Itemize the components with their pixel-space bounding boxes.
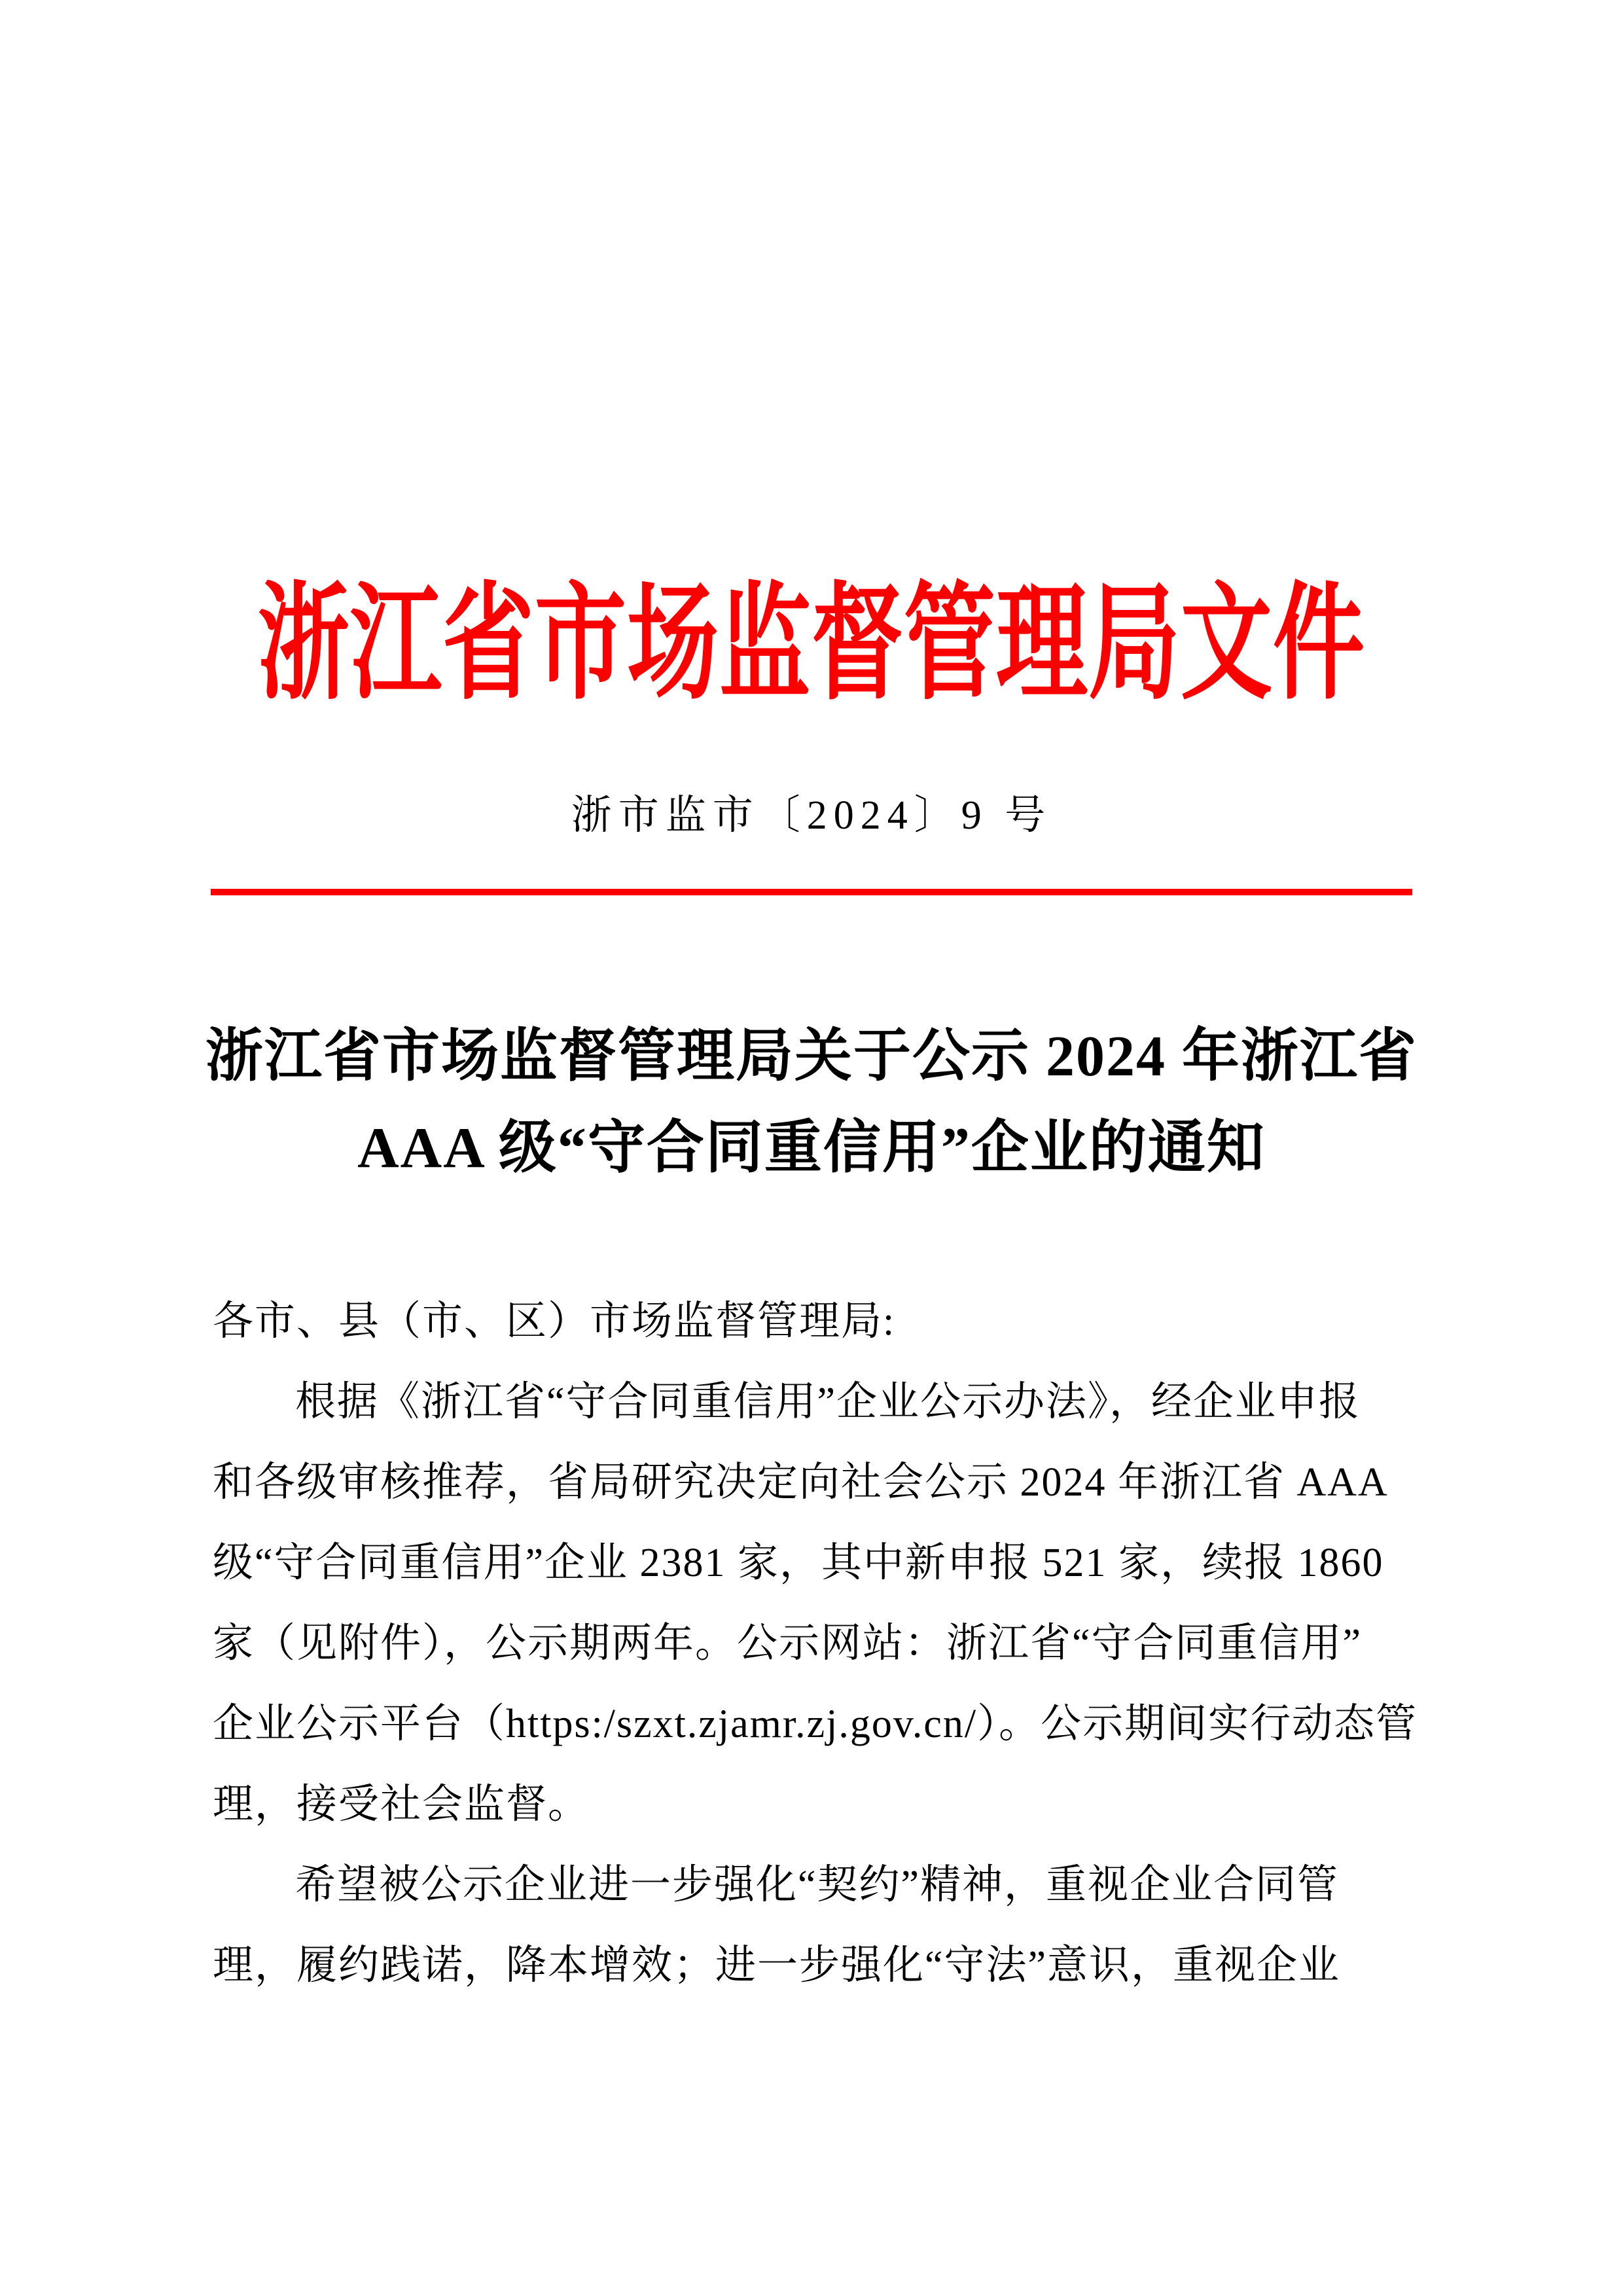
- body-line: 根据《浙江省“守合同重信用”企业公示办法》，经企业申报: [295, 1380, 1361, 1424]
- document-number: 浙市监市〔2024〕9 号: [571, 793, 1052, 838]
- notice-title-line1: 浙江省市场监督管理局关于公示 2024 年浙江省: [205, 1025, 1418, 1088]
- body-line: 理，履约践诺，降本增效；进一步强化“守法”意识，重视企业: [213, 1943, 1341, 1988]
- body-line: 家（见附件），公示期两年。公示网站：浙江省“守合同重信用”: [213, 1621, 1363, 1666]
- body-line: 希望被公示企业进一步强化“契约”精神，重视企业合同管: [295, 1863, 1340, 1907]
- notice-body: [213, 1282, 1418, 2006]
- agency-letterhead-title: 浙江省市场监督管理局文件: [257, 575, 1365, 715]
- body-line: 理，接受社会监督。: [213, 1782, 590, 1827]
- body-line-with-url: 企业公示平台（https:/szxt.zjamr.zj.gov.cn/）。公示期间实行动态管: [213, 1702, 1418, 1746]
- body-line: 和各级审核推荐，省局研究决定向社会公示 2024 年浙江省 AAA: [213, 1460, 1389, 1505]
- notice-title: [0, 1011, 1623, 1194]
- red-divider-line: [211, 889, 1412, 895]
- notice-title-line2: AAA 级“守合同重信用”企业的通知: [357, 1117, 1266, 1180]
- salutation: 各市、县（市、区）市场监督管理局:: [213, 1299, 896, 1344]
- body-line: 级“守合同重信用”企业 2381 家，其中新申报 521 家，续报 1860: [213, 1541, 1384, 1585]
